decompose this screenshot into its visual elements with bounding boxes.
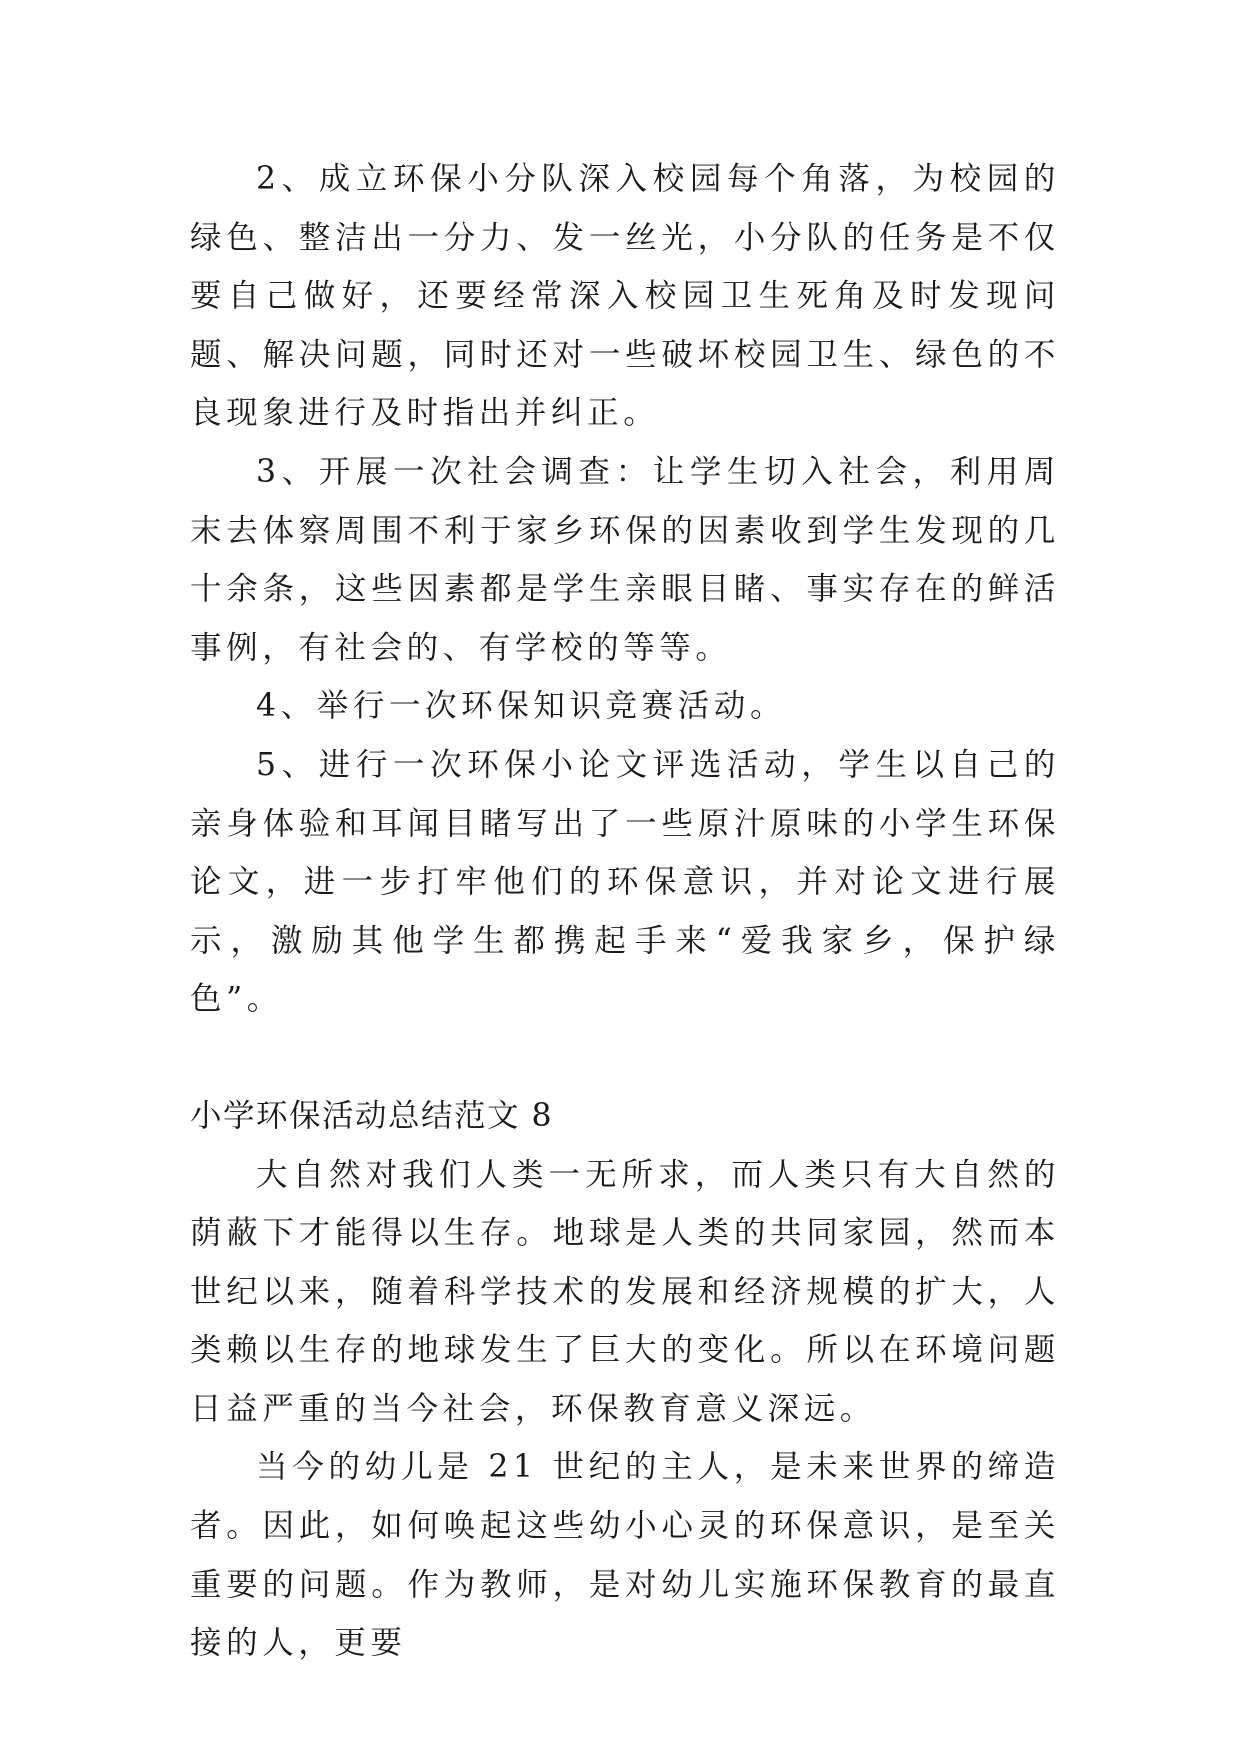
- paragraph-item-4: 4、举行一次环保知识竞赛活动。: [256, 688, 787, 725]
- paragraph-item-5: 5、进行一次环保小论文评选活动，学生以自己的亲身体验和耳闻目睹写出了一些原汁原味的小学生环保论文，进一步打牢他们的环保意识，并对论文进行展示，激励其他学生都携起手来“爱我家乡，保护绿色”。: [190, 746, 1060, 1018]
- paragraph-children: 当今的幼儿是 21 世纪的主人，是未来世界的缔造者。因此，如何唤起这些幼小心灵的环保意识，是至关重要的问题。作为教师，是对幼儿实施环保教育的最直接的人，更要: [190, 1449, 1060, 1662]
- section-title: 小学环保活动总结范文 8: [190, 1097, 554, 1134]
- document-body: [190, 150, 1060, 1673]
- paragraph-item-2: 2、成立环保小分队深入校园每个角落，为校园的绿色、整洁出一分力、发一丝光，小分队的任务是不仅要自己做好，还要经常深入校园卫生死角及时发现问题、解决问题，同时还对一些破坏校园卫生、绿色的不良现象进行及时指出并纠正。: [190, 161, 1060, 432]
- paragraph-item-3: 3、开展一次社会调查：让学生切入社会，利用周末去体察周围不利于家乡环保的因素收到学生发现的几十余条，这些因素都是学生亲眼目睹、事实存在的鲜活事例，有社会的、有学校的等等。: [190, 453, 1060, 666]
- paragraph-intro: 大自然对我们人类一无所求，而人类只有大自然的荫蔽下才能得以生存。地球是人类的共同家园，然而本世纪以来，随着科学技术的发展和经济规模的扩大，人类赖以生存的地球发生了巨大的变化。所以在环境问题日益严重的当今社会，环保教育意义深远。: [190, 1156, 1060, 1427]
